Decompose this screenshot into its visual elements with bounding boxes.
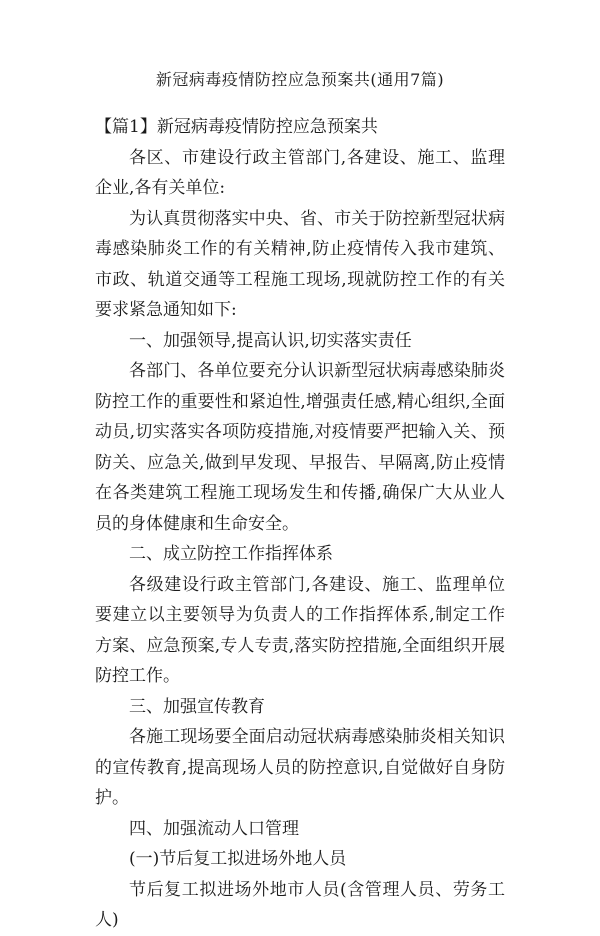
section-heading-3: 三、加强宣传教育 <box>129 696 265 717</box>
addressee-paragraph: 各区、市建设行政主管部门,各建设、施工、监理企业,各有关单位: <box>95 147 505 198</box>
intro-paragraph: 为认真贯彻落实中央、省、市关于防控新型冠状病毒感染肺炎工作的有关精神,防止疫情传入我市建筑、市政、轨道交通等工程施工现场,现就防控工作的有关要求紧急通知如下: <box>95 208 505 320</box>
document-body <box>95 112 505 936</box>
section-paragraph-3: 各施工现场要全面启动冠状病毒感染肺炎相关知识的宣传教育,提高现场人员的防控意识,自觉做好自身防护。 <box>95 727 505 808</box>
section-paragraph-1: 各部门、各单位要充分认识新型冠状病毒感染肺炎防控工作的重要性和紧迫性,增强责任感,精心组织,全面动员,切实落实各项防疫措施,对疫情要严把输入关、预防关、应急关,做到早发现、早报告、早隔离,防止疫情在各类建筑工程施工现场发生和传播,确保广大从业人员的身体健康和生命安全。 <box>95 361 505 534</box>
subsection-heading: (一)节后复工拟进场外地人员 <box>129 849 347 869</box>
section-paragraph-2: 各级建设行政主管部门,各建设、施工、监理单位要建立以主要领导为负责人的工作指挥体系,制定工作方案、应急预案,专人专责,落实防控措施,全面组织开展防控工作。 <box>95 574 505 686</box>
section-heading-4: 四、加强流动人口管理 <box>129 818 299 839</box>
section-label: 【篇1】新冠病毒疫情防控应急预案共 <box>95 117 378 137</box>
section-heading-1: 一、加强领导,提高认识,切实落实责任 <box>129 330 412 351</box>
subsection-paragraph: 节后复工拟进场外地市人员(含管理人员、劳务工人) <box>95 879 505 930</box>
document-title: 新冠病毒疫情防控应急预案共(通用7篇) <box>155 70 445 89</box>
section-heading-2: 二、成立防控工作指挥体系 <box>129 544 333 564</box>
